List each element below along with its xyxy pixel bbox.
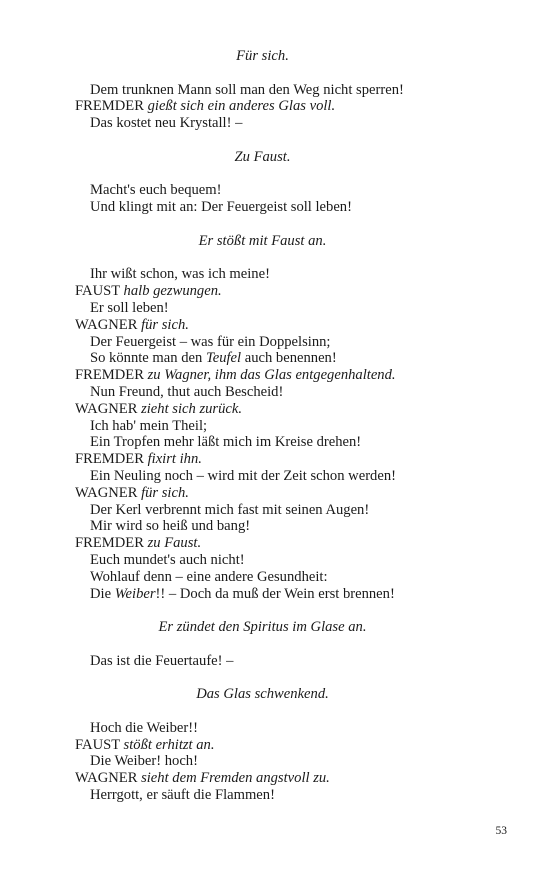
verse-line: Und klingt mit an: Der Feuergeist soll leben! [90,199,352,216]
blank-line [75,636,495,653]
verse-line: Der Feuergeist – was für ein Doppelsinn; [90,333,331,350]
blank-line [75,216,495,233]
speaker-name: FREMDER [75,367,144,384]
verse-line: Wohlauf denn – eine andere Gesundheit: [90,568,328,585]
speaker-name: WAGNER [75,484,138,501]
speaker-line [75,535,495,552]
inline-stage-direction: fixirt ihn. [147,451,202,468]
verse-line: Herrgott, er säuft die Flammen! [90,787,275,804]
emphasized-word: Weiber [114,585,156,602]
verse-text: Die [90,585,115,602]
blank-line [75,250,495,267]
verse-line: Ihr wißt schon, was ich meine! [90,266,270,283]
verse-line: Ein Neuling noch – wird mit der Zeit schon werden! [90,467,396,484]
speaker-name: FREMDER [75,98,144,115]
stage-direction: Er zündet den Spiritus im Glase an. [158,619,367,636]
verse-line: Ein Tropfen mehr läßt mich im Kreise drehen! [90,434,362,451]
inline-stage-direction: zieht sich zurück. [141,400,243,417]
blank-line [75,703,495,720]
speaker-line [75,485,495,502]
blank-line [75,166,495,183]
speaker-name: FREMDER [75,451,144,468]
stage-direction: Für sich. [236,48,289,64]
emphasized-word: Teufel [205,350,242,367]
stage-direction: Er stößt mit Faust an. [198,232,327,249]
verse-line: Das ist die Feuertaufe! – [90,652,234,669]
speaker-line [75,317,495,334]
stage-direction: Das Glas schwenkend. [196,686,329,703]
stage-direction: Zu Faust. [234,148,291,165]
verse-text: !! – Doch da muß der Wein erst brennen! [155,585,395,602]
verse-line: Nun Freund, thut auch Bescheid! [90,383,284,400]
verse-line: Mir wird so heiß und bang! [90,518,251,535]
verse-line: Er soll leben! [90,299,169,316]
verse-line: Euch mundet's auch nicht! [90,551,245,568]
speaker-name: FAUST [75,283,120,300]
speaker-name: WAGNER [75,770,138,787]
inline-stage-direction: gießt sich ein anderes Glas voll. [147,98,336,115]
verse-line: Ich hab' mein Theil; [90,417,208,434]
blank-line [75,132,495,149]
verse-line [75,586,495,603]
speaker-line [75,737,495,754]
blank-line [75,65,495,82]
verse-line: Die Weiber! hoch! [90,753,198,770]
speaker-name: WAGNER [75,400,138,417]
verse-text: So könnte man den [90,350,206,367]
verse-line: Das kostet neu Krystall! – [90,115,243,132]
speaker-name: WAGNER [75,316,138,333]
speaker-line [75,401,495,418]
speaker-name: FAUST [75,736,120,753]
blank-line [75,669,495,686]
speaker-line [75,98,495,115]
inline-stage-direction: für sich. [141,484,189,501]
speaker-line [75,283,495,300]
verse-line [75,350,495,367]
inline-stage-direction: zu Faust. [147,535,202,552]
speaker-line [75,451,495,468]
speaker-line [75,770,495,787]
speaker-line [75,367,495,384]
play-text [75,48,495,804]
verse-line: Hoch die Weiber!! [90,719,198,736]
blank-line [75,602,495,619]
inline-stage-direction: sieht dem Fremden angstvoll zu. [141,770,330,787]
inline-stage-direction: halb gezwungen. [123,283,222,300]
inline-stage-direction: zu Wagner, ihm das Glas entgegenhaltend. [147,367,396,384]
speaker-name: FREMDER [75,535,144,552]
verse-text: auch benennen! [241,350,337,367]
verse-line: Dem trunknen Mann soll man den Weg nicht sperren! [90,81,404,98]
inline-stage-direction: stößt erhitzt an. [123,736,215,753]
verse-line: Der Kerl verbrennt mich fast mit seinen Augen! [90,501,370,518]
verse-line: Macht's euch bequem! [90,182,222,199]
page-number: 53 [495,825,507,837]
inline-stage-direction: für sich. [141,316,189,333]
